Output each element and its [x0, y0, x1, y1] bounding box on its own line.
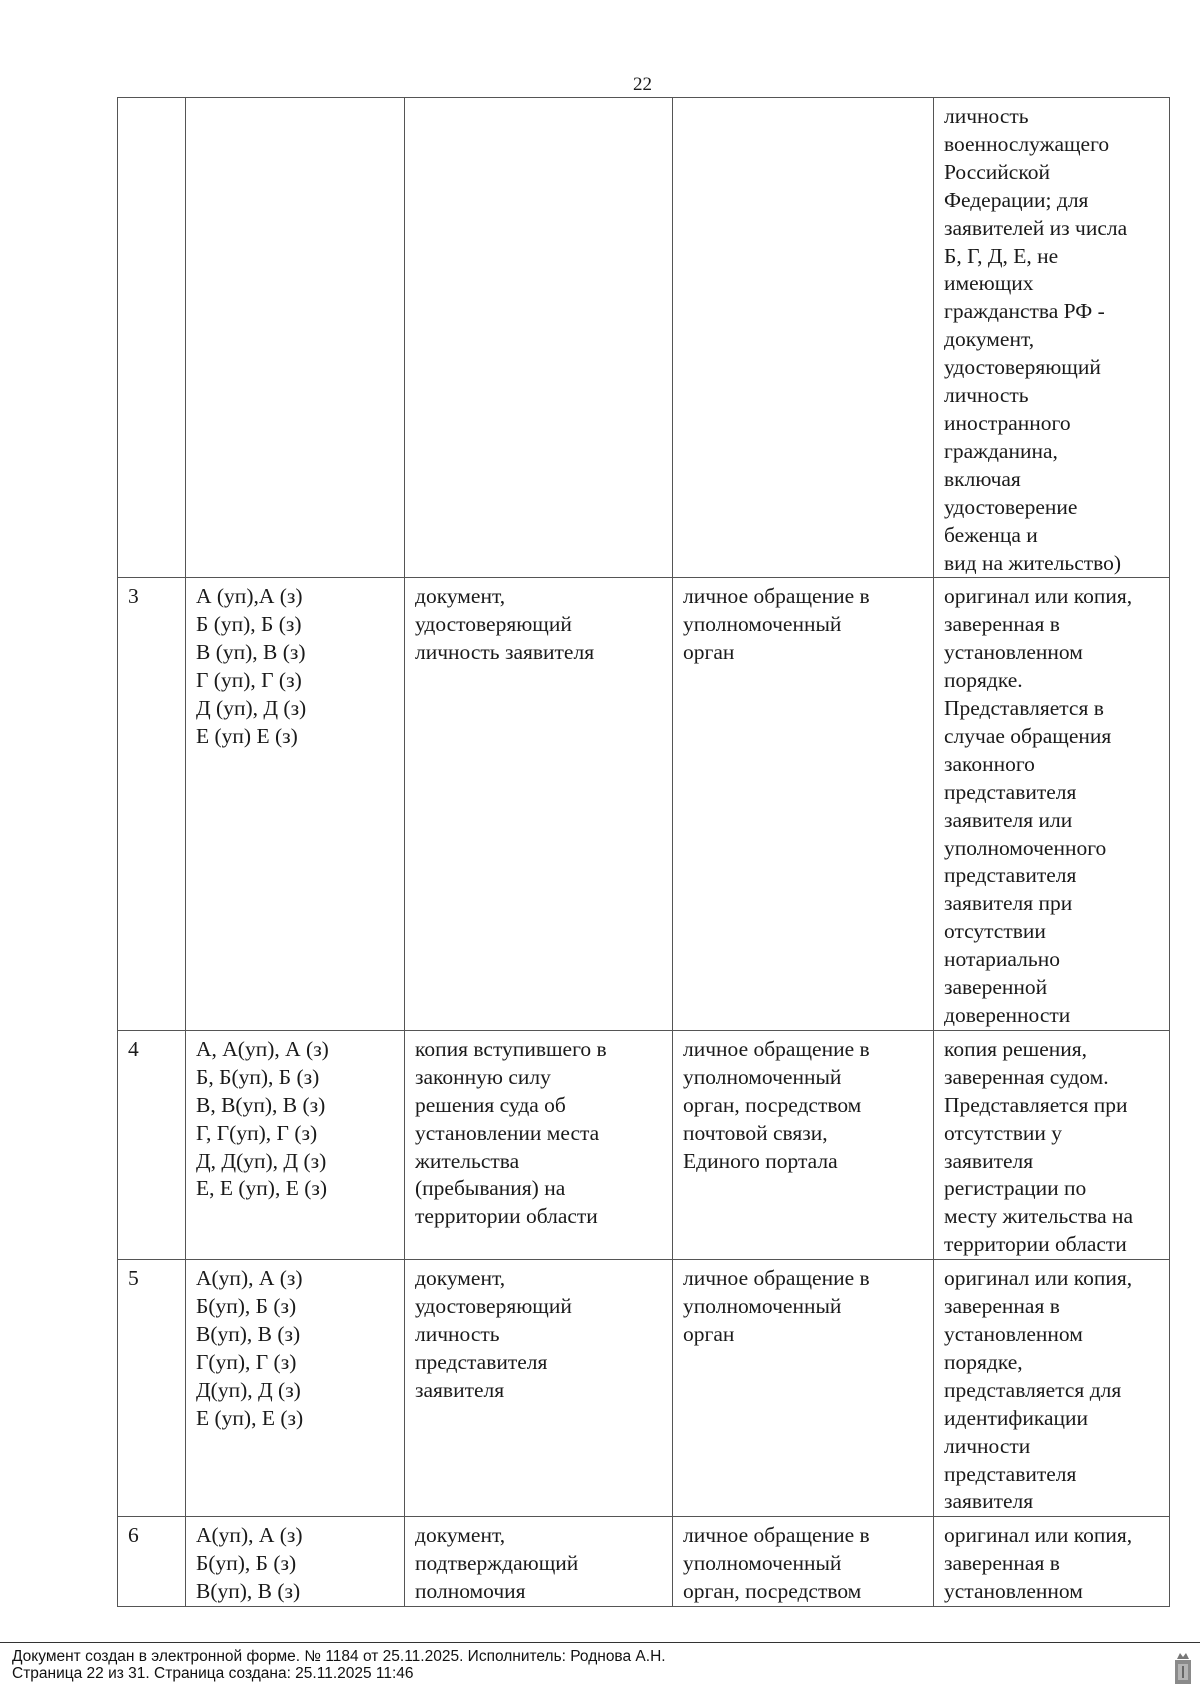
- applicants-cell: А (уп),А (з) Б (уп), Б (з) В (уп), В (з) Г (уп), Г (з) Д (уп), Д (з) Е (уп) Е (з): [186, 578, 405, 1031]
- table-row: [118, 1517, 1170, 1607]
- footer-document-info: Документ создан в электронной форме. № 1184 от 25.11.2025. Исполнитель: Роднова А.Н.: [12, 1648, 666, 1665]
- document-cell: копия вступившего в законную силу решения суда об установлении места жительства (пребывания) на территории области: [405, 1030, 673, 1259]
- applicants-cell: А(уп), А (з) Б(уп), Б (з) В(уп), В (з) Г(уп), Г (з) Д(уп), Д (з) Е (уп), Е (з): [186, 1260, 405, 1517]
- submission-method-cell: личное обращение в уполномоченный орган: [673, 1260, 934, 1517]
- table-row: [118, 98, 1170, 578]
- applicants-cell: А, А(уп), А (з) Б, Б(уп), Б (з) В, В(уп), В (з) Г, Г(уп), Г (з) Д, Д(уп), Д (з) Е, Е (уп), Е (з): [186, 1030, 405, 1259]
- requirements-table: [117, 97, 1170, 1607]
- submission-method-cell: личное обращение в уполномоченный орган, посредством: [673, 1517, 934, 1607]
- document-cell: [405, 98, 673, 578]
- applicants-cell: А(уп), А (з) Б(уп), Б (з) В(уп), В (з): [186, 1517, 405, 1607]
- applicants-cell: [186, 98, 405, 578]
- submission-method-cell: [673, 98, 934, 578]
- document-cell: документ, подтверждающий полномочия: [405, 1517, 673, 1607]
- row-number-cell: 6: [118, 1517, 186, 1607]
- table-row: [118, 1030, 1170, 1259]
- note-cell: оригинал или копия, заверенная в установленном порядке, представляется для идентификации личности представителя заявителя: [934, 1260, 1170, 1517]
- row-number-cell: [118, 98, 186, 578]
- document-cell: документ, удостоверяющий личность представителя заявителя: [405, 1260, 673, 1517]
- submission-method-cell: личное обращение в уполномоченный орган, посредством почтовой связи, Единого портала: [673, 1030, 934, 1259]
- coat-of-arms-icon: [1172, 1650, 1194, 1686]
- document-cell: документ, удостоверяющий личность заявителя: [405, 578, 673, 1031]
- row-number-cell: 5: [118, 1260, 186, 1517]
- footer-divider: [0, 1642, 1200, 1643]
- note-cell: личность военнослужащего Российской Федерации; для заявителей из числа Б, Г, Д, Е, не имеющих гражданства РФ - документ, удостоверяющий личность иностранного гражданина, включая удостоверение беженца и вид на жительство): [934, 98, 1170, 578]
- note-cell: оригинал или копия, заверенная в установленном порядке. Представляется в случае обращения законного представителя заявителя или уполномоченного представителя заявителя при отсутствии нотариально заверенной доверенности: [934, 578, 1170, 1031]
- row-number-cell: 4: [118, 1030, 186, 1259]
- footer-page-info: Страница 22 из 31. Страница создана: 25.11.2025 11:46: [12, 1665, 414, 1682]
- submission-method-cell: личное обращение в уполномоченный орган: [673, 578, 934, 1031]
- footer: [12, 1648, 666, 1682]
- table-row: [118, 1260, 1170, 1517]
- row-number-cell: 3: [118, 578, 186, 1031]
- note-cell: оригинал или копия, заверенная в установленном: [934, 1517, 1170, 1607]
- table-row: [118, 578, 1170, 1031]
- note-cell: копия решения, заверенная судом. Представляется при отсутствии у заявителя регистрации по месту жительства на территории области: [934, 1030, 1170, 1259]
- page-number: 22: [633, 74, 652, 95]
